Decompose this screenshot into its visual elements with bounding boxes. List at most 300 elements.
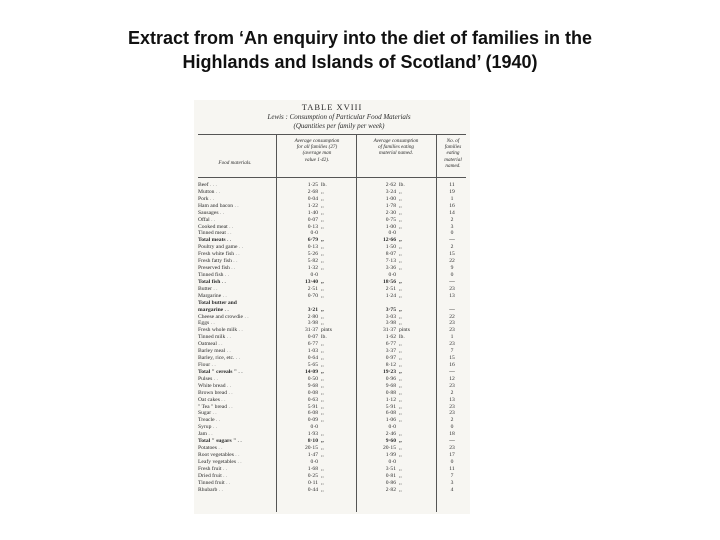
header-col3-line: families eating [444, 144, 462, 157]
avg-eating-value: 6·08 [385, 410, 396, 417]
avg-all-value: 0·11 [307, 479, 318, 486]
avg-eating-unit: ,, [399, 237, 402, 244]
food-cell [198, 217, 276, 224]
avg-all-unit: ,, [321, 396, 324, 403]
food-cell [198, 300, 276, 307]
header-col2-line: material named. [378, 150, 413, 157]
families-count: 23 [449, 320, 455, 327]
table-row [194, 397, 470, 404]
avg-eating-unit: ,, [399, 202, 402, 209]
leader-dots: . . [218, 209, 225, 216]
leader-dots: . . [227, 389, 233, 396]
food-cell [198, 438, 276, 445]
food-cell [198, 473, 276, 480]
header-col3-line: named. [445, 162, 461, 169]
avg-eating-unit: ,, [399, 396, 402, 403]
food-cell [198, 293, 276, 300]
avg-eating-value: 3·75 [385, 306, 396, 313]
avg-all-value: 1·93 [307, 431, 318, 438]
avg-all-unit: ,, [321, 355, 324, 362]
food-name: Total meats [198, 237, 226, 244]
families-count: 11 [449, 182, 455, 188]
leader-dots: . . [211, 285, 218, 292]
leader-dots: . . [216, 445, 223, 452]
table-row [194, 376, 470, 383]
table-row [194, 182, 470, 189]
avg-eating-unit: ,, [399, 403, 402, 410]
table-row [194, 452, 470, 459]
leader-dots: . . [227, 223, 234, 230]
avg-all-value: 0·09 [307, 417, 318, 424]
food-name: Fresh fatty fish [198, 258, 232, 265]
families-count: 18 [449, 431, 455, 438]
families-count: 0 [450, 458, 454, 465]
food-cell [198, 237, 276, 244]
avg-all-value: 0·50 [307, 375, 318, 382]
avg-eating-unit: ,, [399, 451, 402, 458]
families-count: — [449, 438, 455, 445]
avg-all-value: 1·03 [307, 348, 318, 355]
families-count: — [449, 306, 455, 313]
food-name: Ham and bacon [198, 202, 234, 209]
avg-all-unit: ,, [321, 320, 324, 327]
avg-all-unit: ,, [321, 438, 324, 445]
avg-all-value: 0·64 [307, 355, 318, 362]
avg-all-unit: lb. [321, 182, 327, 188]
avg-eating-value: 2·46 [385, 431, 396, 438]
table-row [194, 279, 470, 286]
avg-all-unit: ,, [321, 431, 324, 438]
food-cell [198, 341, 276, 348]
food-name: Fresh fruit [198, 465, 222, 472]
food-cell [198, 320, 276, 327]
table-row [194, 390, 470, 397]
header-col3-line: material [444, 156, 462, 163]
food-name: Total " sugars " [198, 438, 237, 445]
families-count: 7 [450, 348, 454, 355]
food-name: Syrup [198, 424, 212, 431]
families-count: 16 [449, 202, 455, 209]
food-name: Cooked meat [198, 223, 228, 230]
avg-eating-value: 2·82 [385, 486, 396, 493]
table-row [194, 487, 470, 494]
food-cell [198, 390, 276, 397]
food-name: Brown bread [198, 389, 228, 396]
leader-dots: . . [221, 465, 228, 472]
families-count: 2 [450, 389, 454, 396]
avg-eating-unit: ,, [399, 258, 402, 265]
families-count: 19 [449, 188, 455, 195]
avg-eating-value: 3·03 [385, 313, 396, 320]
avg-all-unit: ,, [321, 216, 324, 223]
avg-eating-value: 1·50 [385, 244, 396, 251]
header-food-materials: Food materials. [218, 160, 252, 166]
avg-eating-unit: ,, [399, 348, 402, 355]
avg-eating-unit: ,, [399, 445, 402, 452]
families-count: — [449, 237, 455, 244]
leader-dots: . . [227, 403, 233, 410]
header-col1-line: Average consumption [294, 138, 340, 144]
table-row [194, 237, 470, 244]
table-row [194, 230, 470, 237]
avg-eating-value: 1·24 [385, 292, 396, 299]
food-name: Tinned fruit [198, 479, 225, 486]
avg-eating-value: 20·15 [382, 445, 396, 452]
avg-eating-value: 31·37 [382, 327, 396, 334]
avg-eating-value: 0·0 [388, 424, 396, 431]
table-row [194, 424, 470, 431]
avg-all-value: 1·22 [307, 202, 318, 209]
food-cell [198, 182, 276, 189]
table-row [194, 362, 470, 369]
leader-dots: . . [221, 472, 228, 479]
leader-dots: . . [219, 396, 226, 403]
food-name: Fresh white fish [198, 251, 235, 258]
avg-eating-value: 3·24 [385, 188, 396, 195]
families-count: 2 [450, 244, 454, 251]
avg-eating-value: 0·88 [385, 389, 396, 396]
leader-dots: . . [225, 334, 231, 341]
avg-all-value: 0·08 [307, 389, 318, 396]
avg-eating-unit: ,, [399, 472, 402, 479]
avg-all-value: 6·79 [307, 237, 318, 244]
avg-all-unit: lb. [321, 334, 327, 341]
families-count: 9 [450, 265, 454, 272]
food-name: Pulses [198, 375, 213, 382]
avg-all-value: 0·07 [307, 334, 318, 341]
avg-eating-value: 3·98 [385, 320, 396, 327]
avg-eating-value: 7·13 [385, 258, 396, 265]
leader-dots: . . [216, 341, 223, 348]
avg-all-value: 0·0 [310, 458, 318, 465]
avg-all-unit: ,, [321, 244, 324, 251]
leader-dots: . . [211, 410, 217, 417]
table-row [194, 341, 470, 348]
avg-eating-unit: pints [399, 327, 410, 334]
families-count: — [449, 278, 455, 285]
leader-dots: . . [207, 431, 213, 438]
avg-eating-unit: ,, [399, 216, 402, 223]
avg-eating-value: 19·23 [382, 368, 396, 375]
leader-dots: . . [217, 486, 223, 493]
table-row [194, 459, 470, 466]
avg-eating-value: 9·68 [385, 382, 396, 389]
food-name: Total butter and [198, 299, 237, 306]
avg-all-value: 0·63 [307, 396, 318, 403]
avg-all-unit: ,, [321, 445, 324, 452]
food-name: Barley meal [198, 348, 226, 355]
table-row [194, 417, 470, 424]
avg-all-value: 5·26 [307, 251, 318, 258]
food-name: Treacle [198, 417, 215, 424]
food-cell [198, 279, 276, 286]
leader-dots: . . [212, 375, 218, 382]
avg-all-unit: pints [321, 327, 332, 334]
table-row [194, 196, 470, 203]
avg-all-value: 8·10 [307, 438, 318, 445]
header-top-rule [198, 134, 466, 135]
leader-dots: . . [225, 237, 232, 244]
header-col2-line: of families eating [377, 144, 415, 151]
avg-eating-unit: ,, [399, 431, 402, 438]
families-count: 23 [449, 382, 455, 389]
food-cell [198, 348, 276, 355]
title-line-1: Extract from ‘An enquiry into the diet of families in the [127, 28, 593, 48]
food-cell [198, 362, 276, 369]
avg-eating-unit: ,, [399, 188, 402, 195]
avg-all-unit: ,, [321, 472, 324, 479]
table-row [194, 272, 470, 279]
leader-dots: . . [233, 202, 239, 209]
families-count: 0 [450, 230, 454, 237]
table-row [194, 286, 470, 293]
avg-eating-value: 0·86 [385, 479, 396, 486]
families-count: 12 [449, 375, 455, 382]
avg-all-unit: ,, [321, 479, 324, 486]
families-count: 2 [450, 216, 454, 223]
food-cell [198, 383, 276, 390]
food-name: Leafy vegetables [198, 458, 237, 465]
avg-eating-value: 2·51 [385, 285, 396, 292]
avg-eating-unit: ,, [399, 479, 402, 486]
food-cell [198, 424, 276, 431]
families-count: 22 [449, 313, 455, 320]
table-row [194, 224, 470, 231]
leader-dots: . . [210, 361, 216, 368]
avg-all-unit: ,, [321, 237, 324, 244]
table-row [194, 355, 470, 362]
food-name: Offal [198, 216, 210, 223]
families-count: 23 [449, 341, 455, 348]
header-average-eating-families [358, 138, 434, 157]
families-count: 0 [450, 271, 454, 278]
avg-eating-value: 0·75 [385, 216, 396, 223]
leader-dots: . . [209, 216, 216, 223]
table-body [194, 182, 470, 493]
families-count: 4 [450, 486, 454, 493]
header-col2-line: Average consumption [373, 138, 419, 144]
avg-eating-unit: ,, [399, 195, 402, 202]
avg-all-unit: ,, [321, 361, 324, 368]
avg-all-value: 6·08 [307, 410, 318, 417]
leader-dots: . . [233, 451, 240, 458]
food-name: Beef [198, 182, 209, 188]
food-cell [198, 452, 276, 459]
families-count: 16 [449, 361, 455, 368]
table-row [194, 480, 470, 487]
families-count: 15 [449, 355, 455, 362]
food-name: Oat cakes [198, 396, 220, 403]
food-name: Total fish [198, 278, 221, 285]
food-cell [198, 272, 276, 279]
food-cell [198, 355, 276, 362]
table-number: TABLE XVIII [301, 102, 363, 112]
food-name: Barley, rice, etc. [198, 355, 235, 362]
avg-eating-value: 8·07 [385, 251, 396, 258]
avg-eating-unit: ,, [399, 486, 402, 493]
avg-eating-value: 5·91 [385, 403, 396, 410]
avg-all-unit: ,, [321, 451, 324, 458]
food-cell [198, 417, 276, 424]
table-row [194, 445, 470, 452]
avg-eating-value: 0·0 [388, 230, 396, 237]
families-count: 1 [450, 334, 454, 341]
avg-all-value: 0·0 [310, 424, 318, 431]
families-count: 22 [449, 258, 455, 265]
food-cell [198, 189, 276, 196]
avg-all-value: 0·0 [310, 271, 318, 278]
avg-eating-unit: lb. [399, 334, 405, 341]
avg-all-unit: ,, [321, 410, 324, 417]
avg-eating-unit: ,, [399, 361, 402, 368]
food-cell [198, 210, 276, 217]
avg-all-value: 0·13 [307, 223, 318, 230]
food-name: Rhubarb [198, 486, 218, 493]
avg-eating-unit: ,, [399, 278, 402, 285]
leader-dots: . . [231, 258, 238, 265]
families-count: 23 [449, 410, 455, 417]
food-cell [198, 487, 276, 494]
avg-all-value: 0·0 [310, 230, 318, 237]
avg-eating-unit: ,, [399, 355, 402, 362]
leader-dots: . . [243, 313, 249, 320]
avg-eating-unit: ,, [399, 410, 402, 417]
avg-all-unit: ,, [321, 341, 324, 348]
avg-eating-value: 1·78 [385, 202, 396, 209]
avg-eating-unit: ,, [399, 382, 402, 389]
avg-all-unit: ,, [321, 195, 324, 202]
leader-dots: . . [209, 320, 215, 327]
food-cell [198, 397, 276, 404]
families-count: 23 [449, 285, 455, 292]
header-col1-line: value 1·42). [304, 156, 330, 163]
table-row [194, 369, 470, 376]
avg-eating-value: 1·12 [385, 396, 396, 403]
table-row [194, 410, 470, 417]
avg-all-value: 20·15 [304, 445, 318, 452]
avg-all-value: 2·51 [307, 285, 318, 292]
avg-all-unit: ,, [321, 292, 324, 299]
table-row [194, 300, 470, 307]
leader-dots: . . [223, 306, 229, 313]
table-row [194, 327, 470, 334]
food-name: Oatmeal [198, 341, 217, 348]
leader-dots: . . [234, 355, 241, 362]
table-row [194, 265, 470, 272]
food-cell [198, 459, 276, 466]
avg-eating-unit: ,, [399, 389, 402, 396]
header-col3-line: No. of [446, 138, 460, 144]
food-cell [198, 265, 276, 272]
avg-eating-value: 3·37 [385, 348, 396, 355]
leader-dots: . . [225, 230, 232, 237]
header-col1-line: (average man [302, 150, 332, 157]
table-row [194, 307, 470, 314]
avg-all-unit: ,, [321, 223, 324, 230]
families-count: 2 [450, 417, 454, 424]
avg-all-value: 1·32 [307, 265, 318, 272]
avg-all-unit: ,, [321, 278, 324, 285]
table-caption-line-2: (Quantities per family per week) [293, 122, 385, 130]
families-count: 23 [449, 327, 455, 334]
food-name: Sugar [198, 410, 212, 417]
families-count: 23 [449, 403, 455, 410]
food-cell [198, 445, 276, 452]
food-cell [198, 327, 276, 334]
avg-eating-value: 2·62 [385, 182, 396, 188]
avg-eating-value: 2·30 [385, 209, 396, 216]
avg-all-unit: ,, [321, 306, 324, 313]
avg-eating-value: 1·00 [385, 223, 396, 230]
avg-all-unit: ,, [321, 202, 324, 209]
table-row [194, 334, 470, 341]
table-row [194, 473, 470, 480]
table-row [194, 320, 470, 327]
food-name: Flour [198, 361, 211, 368]
avg-all-unit: ,, [321, 313, 324, 320]
food-cell [198, 466, 276, 473]
avg-all-value: 5·82 [307, 258, 318, 265]
families-count: 23 [449, 445, 455, 452]
families-count: 7 [450, 472, 454, 479]
leader-dots: . . [214, 188, 221, 195]
families-count: 3 [450, 479, 454, 486]
avg-eating-unit: ,, [399, 265, 402, 272]
avg-eating-unit: ,, [399, 375, 402, 382]
avg-all-value: 0·04 [307, 195, 318, 202]
avg-eating-unit: ,, [399, 251, 402, 258]
avg-eating-value: 0·81 [385, 472, 396, 479]
avg-eating-unit: ,, [399, 292, 402, 299]
avg-all-value: 2·68 [307, 188, 318, 195]
avg-all-value: 3·98 [307, 320, 318, 327]
avg-eating-value: 1·62 [385, 334, 396, 341]
food-name: Poultry and game [198, 244, 238, 251]
avg-eating-value: 0·0 [388, 458, 396, 465]
leader-dots: . . [234, 251, 240, 258]
slide-title [40, 26, 680, 74]
food-name: Total " cereals " [198, 368, 237, 375]
avg-eating-value: 3·51 [385, 465, 396, 472]
avg-eating-unit: ,, [399, 417, 402, 424]
families-count: 13 [449, 292, 455, 299]
avg-all-unit: ,, [321, 486, 324, 493]
avg-eating-unit: ,, [399, 244, 402, 251]
table-row [194, 189, 470, 196]
header-col1-line: for all families (27) [296, 144, 338, 151]
avg-all-unit: ,, [321, 348, 324, 355]
avg-all-unit: ,, [321, 209, 324, 216]
food-name: Dried fruit [198, 472, 222, 479]
avg-all-value: 5·65 [307, 361, 318, 368]
avg-eating-value: 8·12 [385, 361, 396, 368]
avg-all-unit: ,, [321, 382, 324, 389]
families-count: 14 [449, 209, 455, 216]
avg-all-unit: ,, [321, 265, 324, 272]
food-cell [198, 230, 276, 237]
food-name: Jam [198, 431, 208, 438]
food-cell [198, 480, 276, 487]
avg-all-value: 1·40 [307, 209, 318, 216]
avg-all-value: 13·40 [304, 278, 318, 285]
avg-all-value: 0·07 [307, 216, 318, 223]
avg-all-unit: ,, [321, 375, 324, 382]
food-name: margarine [198, 306, 224, 313]
table-row [194, 217, 470, 224]
food-cell [198, 314, 276, 321]
avg-eating-unit: ,, [399, 223, 402, 230]
avg-all-value: 0·44 [307, 486, 318, 493]
